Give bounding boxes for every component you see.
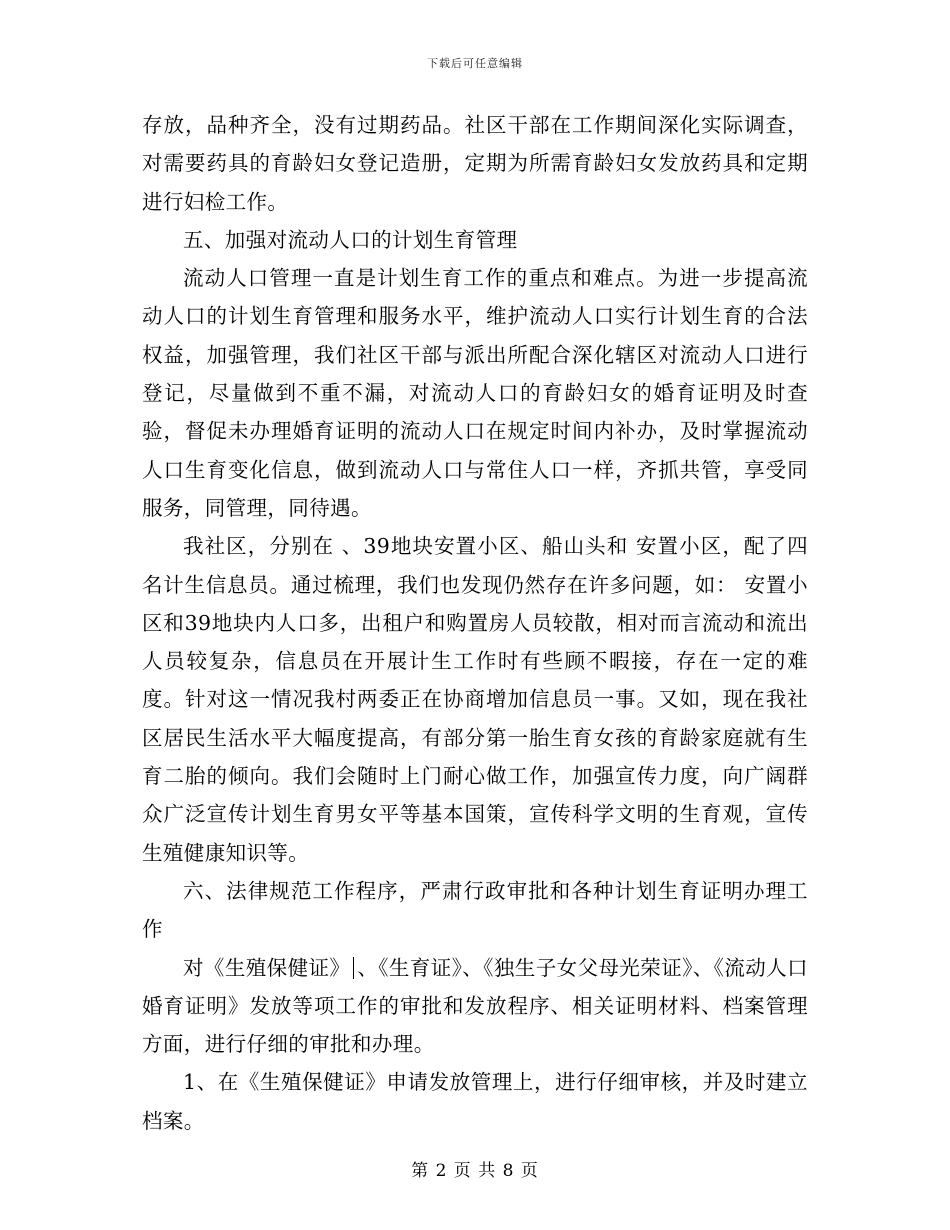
section-heading-6: 六、法律规范工作程序，严肃行政审批和各种计划生育证明办理工作 [142,878,808,942]
paragraph-continued: 存放，品种齐全，没有过期药品。社区干部在工作期间深化实际调查，对需要药具的育龄妇女登记造册，定期为所需育龄妇女发放药具和定期进行妇检工作。 [142,113,808,214]
page-number: 第 2 页 共 8 页 [411,1161,539,1181]
paragraph-certificates [142,949,808,1064]
text-cursor-mark [353,957,354,979]
paragraph-floating-population: 流动人口管理一直是计划生育工作的重点和难点。为进一步提高流动人口的计划生育管理和服务水平，维护流动人口实行计划生育的合法权益，加强管理，我们社区干部与派出所配合深化辖区对流动人口进行登记，尽量做到不重不漏，对流动人口的育龄妇女的婚育证明及时查验，督促未办理婚育证明的流动人口在规定时间内补办，及时掌握流动人口生育变化信息，做到流动人口与常住人口一样，齐抓共管，享受同服务，同管理，同待遇。 [142,266,808,520]
page-header: 下载后可任意编辑 [427,57,523,70]
certificate-text-rest: 、《生育证》、《独生子女父母光荣证》、《流动人口婚育证明》发放等项工作的审批和发放程序、相关证明材料、档案管理方面，进行仔细的审批和办理。 [142,955,808,1057]
paragraph-community-info: 我社区，分别在 、39地块安置小区、船山头和 安置小区，配了四名计生信息员。通过梳理，我们也发现仍然存在许多问题，如： 安置小区和39地块内人口多，出租户和购置房人员较散，相对而言流动和流出人员较复杂，信息员在开展计生工作时有些顾不暇接，存在一定的难度。针对这一情况我村两委正在协商增加信息员一事。又如，现在我社区居民生活水平大幅度提高，有部分第一胎生育女孩的育龄家庭就有生育二胎的倾向。我们会随时上门耐心做工作，加强宣传力度，向广阔群众广泛宣传计划生育男女平等基本国策，宣传科学文明的生育观，宣传生殖健康知识等。 [142,534,808,865]
section-heading-5: 五、加强对流动人口的计划生育管理 [183,227,518,252]
paragraph-item-1: 1、在《生殖保健证》申请发放管理上，进行仔细审核，并及时建立档案。 [142,1070,808,1133]
document-body [142,106,808,1140]
certificate-text-start: 对《生殖保健证》 [183,955,351,980]
